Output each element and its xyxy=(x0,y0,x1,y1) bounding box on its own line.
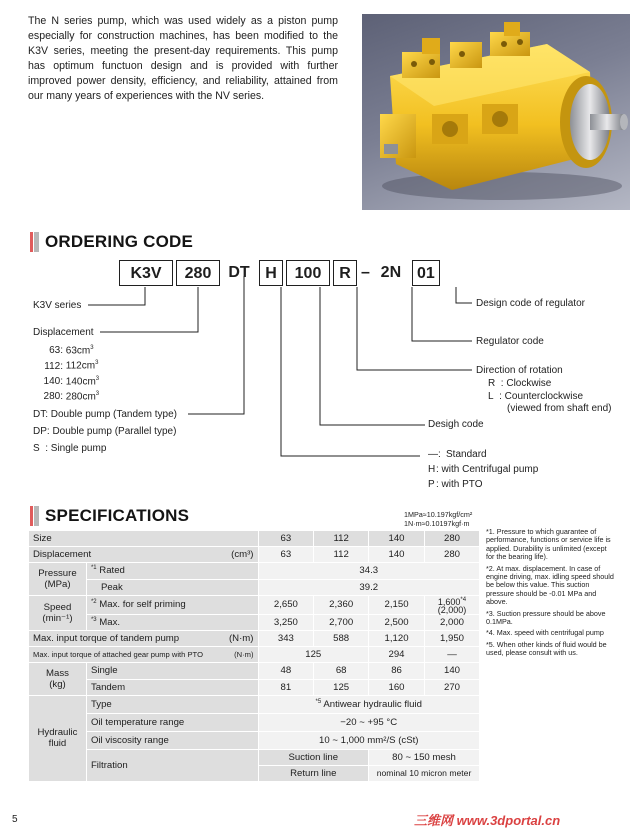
label-dp: DP: Double pump (Parallel type) xyxy=(33,426,177,437)
conv-pressure: 1MPa≈10.197kgf/cm² xyxy=(404,510,473,519)
label-regulator-code: Regulator code xyxy=(476,336,544,347)
cell: 125 xyxy=(258,647,369,663)
cell: 48 xyxy=(258,663,314,679)
table-row xyxy=(29,647,480,663)
displacement-list xyxy=(33,342,133,403)
table-row xyxy=(29,547,480,563)
cell: 63 xyxy=(258,531,314,547)
label-centrifugal: H: with Centrifugal pump xyxy=(428,464,539,475)
specifications-table xyxy=(28,530,480,782)
row-label-speed: Speed (min⁻¹) xyxy=(29,595,87,630)
cell: $^{*5}$ Antiwear hydraulic fluid xyxy=(258,695,480,713)
row-label-peak: Peak xyxy=(86,579,258,595)
connector-rotation xyxy=(357,287,472,370)
label-regulator-design: Design code of regulator xyxy=(476,298,585,309)
code-box-design: 100 xyxy=(286,260,330,286)
cell: 343 xyxy=(258,630,314,646)
cell: — xyxy=(425,647,480,663)
code-regulator: 2N xyxy=(380,264,402,281)
row-label-type: Type xyxy=(86,695,258,713)
row-label-pto-torque: Max. input torque of attached gear pump with PTO (N·m) xyxy=(29,647,259,663)
row-label-rated: $^{*1}$ Rated xyxy=(86,563,258,579)
cell: 2,000 xyxy=(425,614,480,630)
cell: 80 ~ 150 mesh xyxy=(369,749,480,765)
cell: 588 xyxy=(314,630,369,646)
cell: Suction line xyxy=(258,749,369,765)
label-pto: P: with PTO xyxy=(428,479,483,490)
table-row xyxy=(29,579,480,595)
code-box-regulator-design: 01 xyxy=(412,260,440,286)
table-row xyxy=(29,663,480,679)
row-label-displacement: Displacement (cm³) xyxy=(29,547,259,563)
cell: 140 xyxy=(425,663,480,679)
cell: 1,950 xyxy=(425,630,480,646)
footnote: *2. At max. displacement. In case of engine driving, max. idling speed should be below this value. This suction pressure should be -0.01 MPa and above. xyxy=(486,563,614,607)
cell: 2,360 xyxy=(314,595,369,614)
row-label-max-speed: $^{*3}$ Max. xyxy=(86,614,258,630)
table-row xyxy=(29,595,480,614)
cell: 2,500 xyxy=(369,614,425,630)
row-label-fluid: Hydraulic fluid xyxy=(29,695,87,781)
cell: 1,120 xyxy=(369,630,425,646)
connector-displacement xyxy=(100,287,198,332)
table-row xyxy=(29,563,480,579)
row-label-tandem-torque: Max. input torque of tandem pump (N·m) xyxy=(29,630,259,646)
disp-112: 112: $112cm^3$ xyxy=(44,360,99,372)
row-label-mass: Mass (kg) xyxy=(29,663,87,695)
footnote: *5. When other kinds of fluid would be used, please consult with us. xyxy=(486,639,607,658)
ordering-code-title: ORDERING CODE xyxy=(45,232,194,251)
cell: 3,250 xyxy=(258,614,314,630)
page-number: 5 xyxy=(12,814,18,825)
specifications-title: SPECIFICATIONS xyxy=(45,506,190,525)
cell: 125 xyxy=(314,679,369,695)
cell: 270 xyxy=(425,679,480,695)
row-label-pressure: Pressure (MPa) xyxy=(29,563,87,595)
disp-280: 280: $280cm^3$ xyxy=(43,390,100,403)
cell: 294 xyxy=(369,647,425,663)
table-row xyxy=(29,695,480,713)
row-label-size: Size xyxy=(29,531,259,547)
code-box-series: K3V xyxy=(119,260,173,286)
footnote: *1. Pressure to which guarantee of performance, functions or service life is applied. Durability is unlimited (except for the bearing life). xyxy=(486,527,611,562)
label-single: S : Single pump xyxy=(33,443,107,454)
row-label-filtration: Filtration xyxy=(86,749,258,781)
connector-type xyxy=(188,276,244,414)
cell: 63 xyxy=(258,547,314,563)
disp-63: 63: $63cm^3$ xyxy=(49,345,94,357)
cell: 34.3 xyxy=(258,563,480,579)
label-rotation: Direction of rotation xyxy=(476,365,563,376)
label-dt: DT: Double pump (Tandem type) xyxy=(33,409,177,420)
code-box-rotation: R xyxy=(333,260,357,286)
cell: 280 xyxy=(425,547,480,563)
table-row xyxy=(29,749,480,765)
row-label-self-priming: $^{*2}$ Max. for self priming xyxy=(86,595,258,614)
code-type: DT xyxy=(228,264,250,281)
table-row xyxy=(29,679,480,695)
row-label-tandem: Tandem xyxy=(86,679,258,695)
cell: 86 xyxy=(369,663,425,679)
cell: 112 xyxy=(314,547,369,563)
cell: nominal 10 micron meter xyxy=(369,765,480,781)
watermark: 三维网 www.3dportal.cn xyxy=(414,813,561,828)
label-standard: —: Standard xyxy=(428,449,487,460)
table-row xyxy=(29,713,480,731)
footnote: *3. Suction pressure should be above 0.1MPa. xyxy=(486,608,606,627)
section-marker xyxy=(30,506,39,526)
unit-conversions xyxy=(404,510,472,528)
connector-series xyxy=(88,287,145,305)
label-design-code: Desigh code xyxy=(428,419,484,430)
connector-regulator xyxy=(412,287,472,341)
footnote: *4. Max. speed with centrifugal pump xyxy=(486,628,604,638)
code-box-displacement: 280 xyxy=(176,260,220,286)
cell: 68 xyxy=(314,663,369,679)
cell: 140 xyxy=(369,531,425,547)
conv-torque: 1N·m≈0.10197kgf·m xyxy=(404,519,470,528)
label-rotation-note: (viewed from shaft end) xyxy=(507,403,612,414)
table-row xyxy=(29,630,480,646)
code-dash: – xyxy=(361,264,370,281)
footnotes xyxy=(486,528,614,661)
cell: −20 ~ +95 °C xyxy=(258,713,480,731)
row-label-temp: Oil temperature range xyxy=(86,713,258,731)
code-box-option: H xyxy=(259,260,283,286)
cell: 2,650 xyxy=(258,595,314,614)
connector-option xyxy=(281,287,420,456)
cell: 1,600$^{*4}$ (2,000) xyxy=(425,595,480,614)
specifications-heading xyxy=(30,506,189,526)
connector-regulator-design xyxy=(456,287,472,303)
row-label-visc: Oil viscosity range xyxy=(86,731,258,749)
cell: 10 ~ 1,000 mm²/S (cSt) xyxy=(258,731,480,749)
cell: 160 xyxy=(369,679,425,695)
cell: 81 xyxy=(258,679,314,695)
cell: Return line xyxy=(258,765,369,781)
table-row xyxy=(29,531,480,547)
label-displacement: Displacement xyxy=(33,327,94,338)
table-row xyxy=(29,614,480,630)
label-rotation-r: R : Clockwise xyxy=(488,378,552,389)
table-row xyxy=(29,731,480,749)
row-label-single: Single xyxy=(86,663,258,679)
cell: 140 xyxy=(369,547,425,563)
cell: 112 xyxy=(314,531,369,547)
disp-140: 140: $140cm^3$ xyxy=(43,375,100,387)
intro-paragraph: The N series pump, which was used widely as a piston pump especially for construction machines, has been modified to the K3V series, meeting the present-day requirements. This pump has optimum functuon design and is provided with further improved power density, efficiency, and reliability, attained from our many years of experiences with the NV series. xyxy=(28,15,338,102)
label-rotation-l: L : Counterclockwise xyxy=(488,391,584,402)
cell: 2,150 xyxy=(369,595,425,614)
cell: 39.2 xyxy=(258,579,480,595)
label-series: K3V series xyxy=(33,300,82,311)
cell: 280 xyxy=(425,531,480,547)
connector-design xyxy=(320,287,425,425)
cell: 2,700 xyxy=(314,614,369,630)
